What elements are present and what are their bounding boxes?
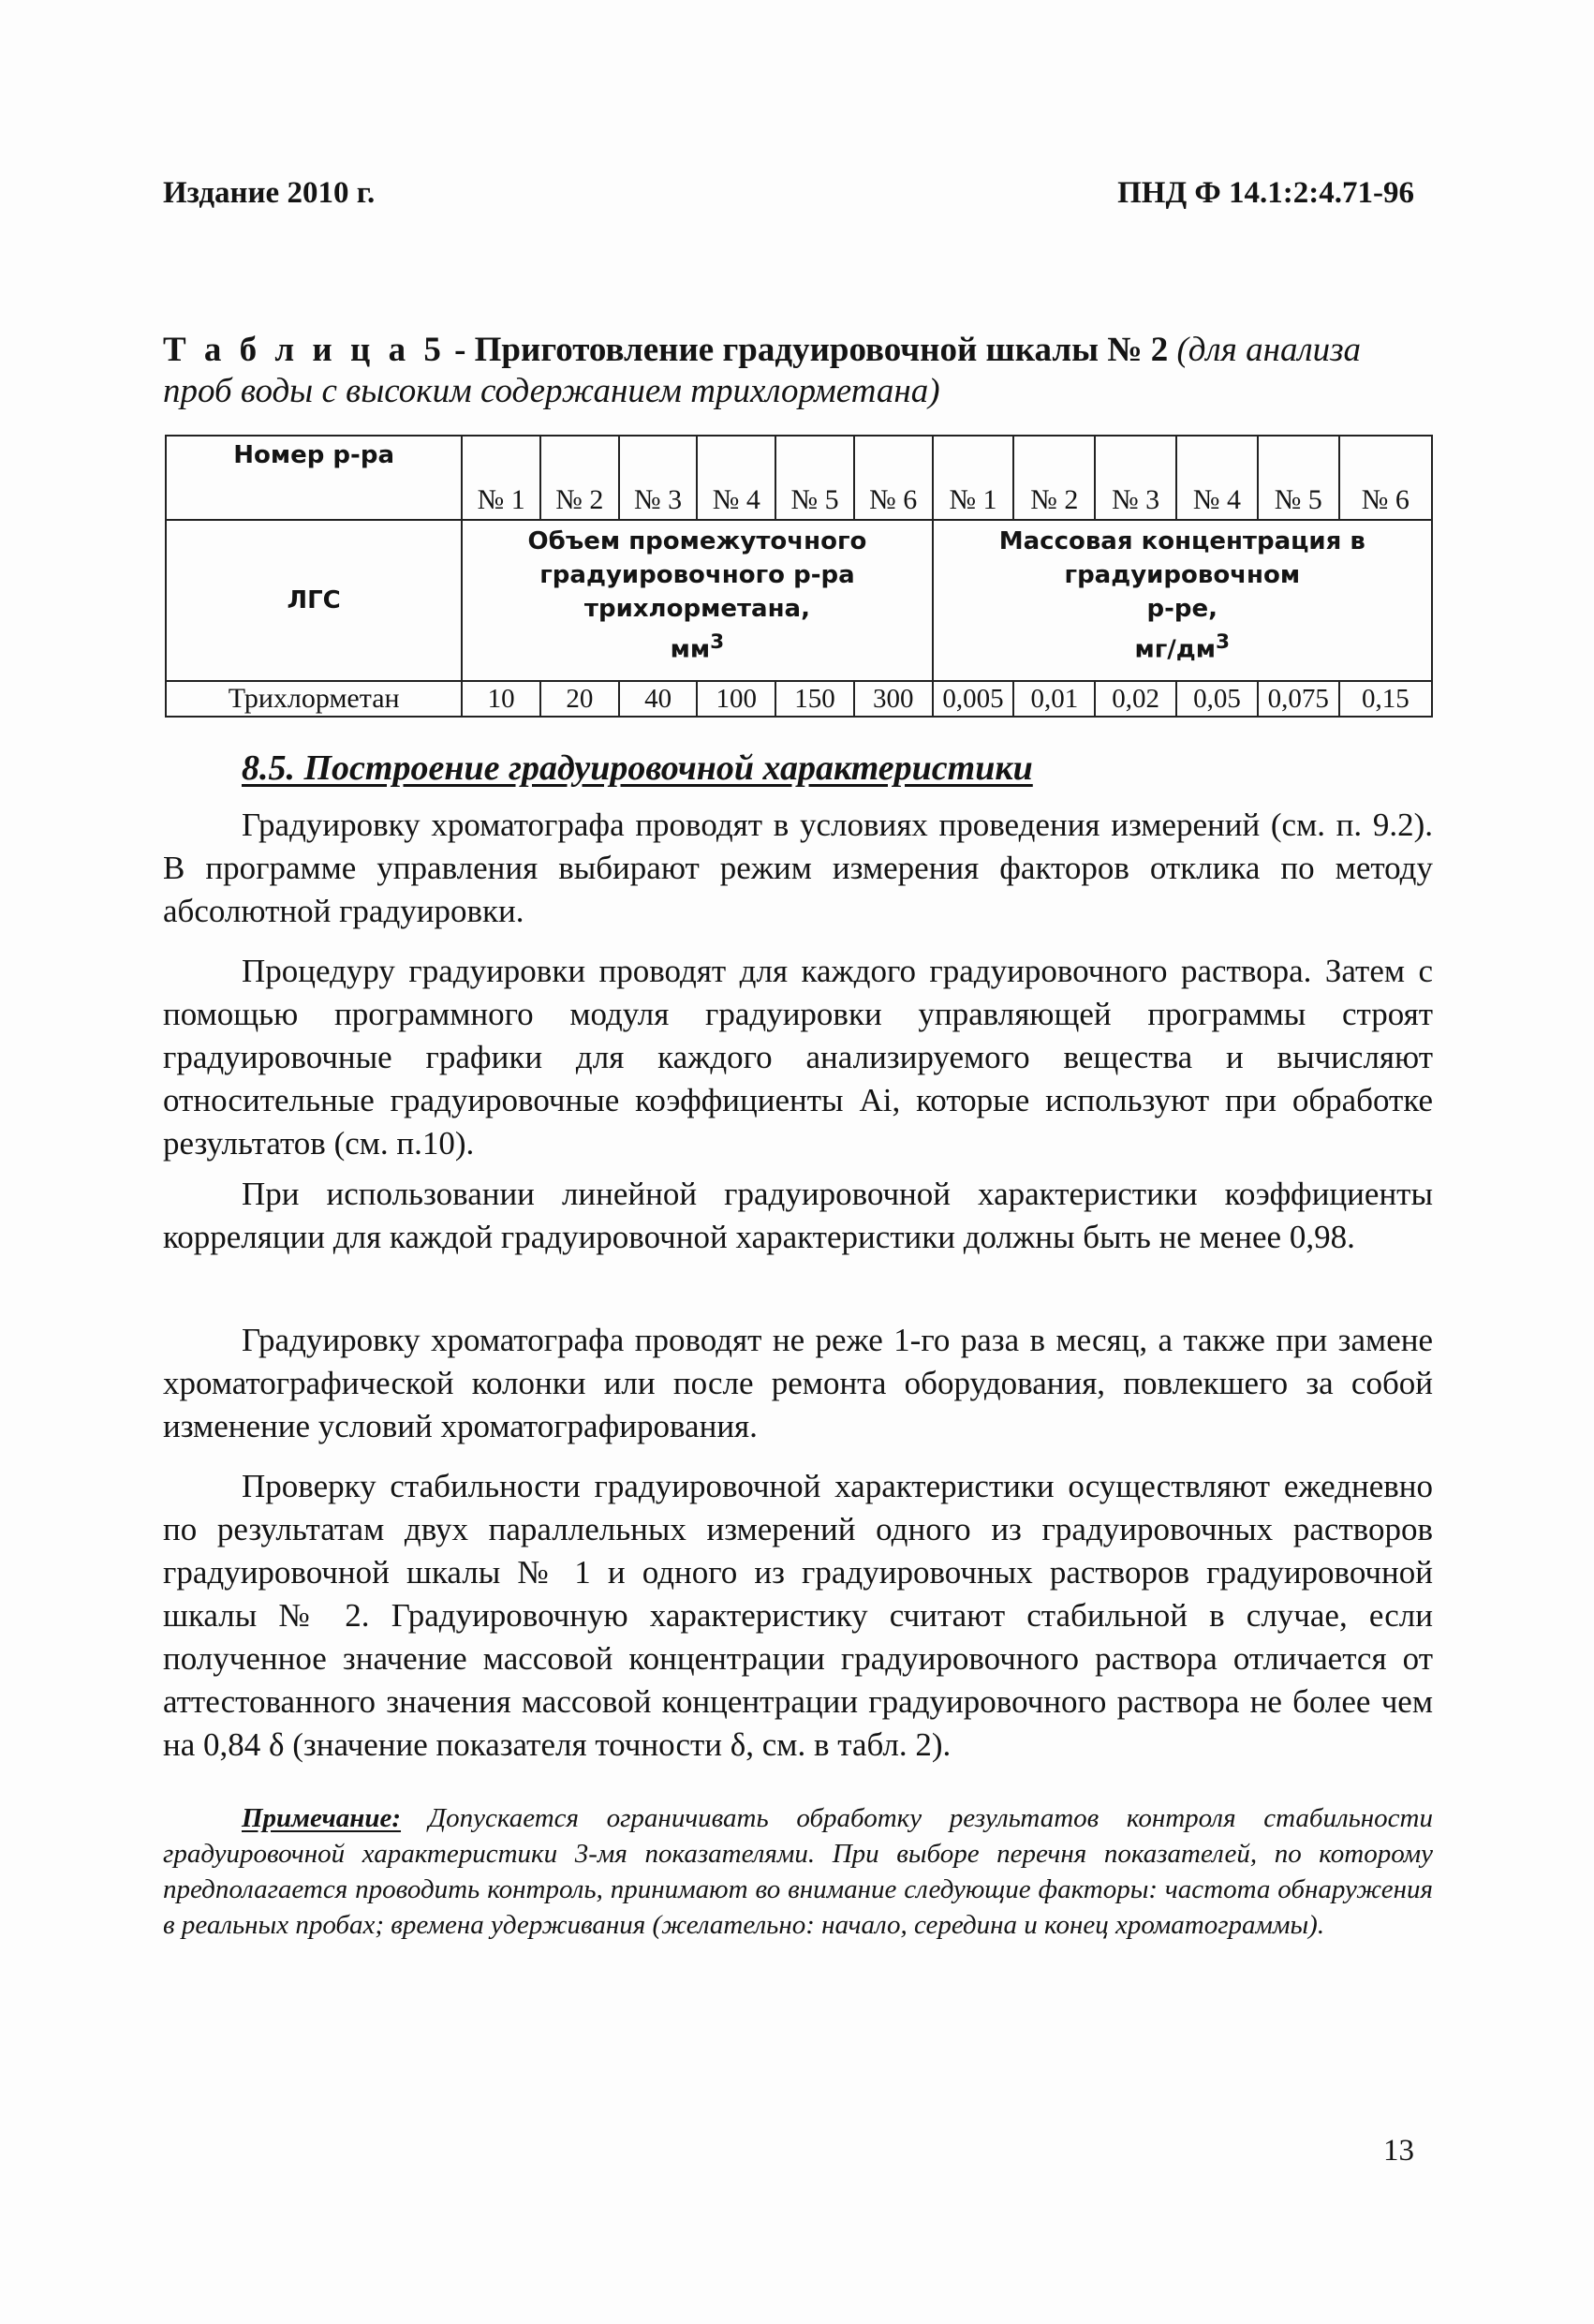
concentration-value-cell: 0,05 [1176,681,1258,717]
concentration-unit-exponent: 3 [1216,630,1231,654]
concentration-value-cell: 0,075 [1258,681,1339,717]
volume-value-cell: 20 [540,681,619,717]
volume-group-line: Объем промежуточного [527,527,867,555]
concentration-group-line: Массовая концентрация в [998,527,1365,555]
concentration-group-header [933,520,1432,681]
edition-label: Издание 2010 г. [163,176,376,210]
body-paragraph: Градуировку хроматографа проводят в условиях проведения измерений (см. п. 9.2). В программе управления выбирают режим измерения факторов отклика по методу абсолютной градуировки. [163,807,1433,929]
solution-number-cell: № 2 [1013,436,1095,520]
table-caption-lead: Т а б л и ц а 5 [163,331,446,369]
section-title: 8.5. Построение градуировочной характеристики [242,748,1033,788]
concentration-unit-text: мг/дм [1134,635,1217,664]
body-paragraph: Проверку стабильности градуировочной характеристики осуществляют ежедневно по результатам двух параллельных измерений одного из градуировочных растворов градуировочной шкалы № 1 и одного из градуировочных растворов градуировочной шкалы № 2. Градуировочную характеристику считают стабильной в случае, если полученное значение массовой концентрации градуировочного раствора отличается от аттестованного значения массовой концентрации градуировочного раствора не более чем на 0,84 δ (значение показателя точности δ, см. в табл. 2). [163,1468,1433,1763]
table-caption-subtitle: (для анализа проб воды с высоким содержанием трихлорметана) [163,331,1362,410]
volume-group-unit [465,626,929,667]
solution-number-cell: № 3 [1095,436,1176,520]
volume-value-cell: 40 [619,681,698,717]
concentration-value-cell: 0,02 [1095,681,1176,717]
table-caption-title: - Приготовление градуировочной шкалы № 2 [445,331,1177,369]
table-caption [163,330,1427,412]
solution-number-cell: № 1 [933,436,1014,520]
lgs-label: ЛГС [166,520,462,681]
note-paragraph [163,1800,1433,1943]
solution-number-cell: № 6 [854,436,933,520]
solution-number-cell: № 6 [1339,436,1432,520]
solution-number-cell: № 5 [1258,436,1339,520]
document-code: ПНД Ф 14.1:2:4.71-96 [1117,176,1414,210]
note-label: Примечание: [242,1803,402,1833]
substance-name-cell: Трихлорметан [166,681,462,717]
volume-value-cell: 300 [854,681,933,717]
table-header-row [166,436,1432,520]
volume-value-cell: 100 [697,681,775,717]
concentration-value-cell: 0,01 [1013,681,1095,717]
note-text: Допускается ограничивать обработку результатов контроля стабильности градуировочной характеристики 3-мя показателями. При выборе перечня показателей, по которому предполагается проводить контроль, принимают во внимание следующие факторы: частота обнаружения в реальных пробах; времена удерживания (желательно: начало, середина и конец хроматограммы). [163,1803,1433,1940]
table-group-row [166,520,1432,681]
table-data-row [166,681,1432,717]
row-header-label: Номер р-ра [166,436,462,520]
solution-number-cell: № 4 [1176,436,1258,520]
solution-number-cell: № 2 [540,436,619,520]
volume-unit-text: мм [670,635,711,664]
concentration-value-cell: 0,005 [933,681,1014,717]
volume-value-cell: 150 [775,681,854,717]
solution-number-cell: № 4 [697,436,775,520]
concentration-group-unit [936,626,1429,667]
volume-group-line: градуировочного р-ра [539,561,855,589]
volume-unit-exponent: 3 [710,630,725,654]
volume-value-cell: 10 [462,681,540,717]
solution-number-cell: № 3 [619,436,698,520]
concentration-group-line: р-ре, [1146,595,1218,623]
volume-group-header [462,520,932,681]
body-paragraph: При использовании линейной градуировочной характеристики коэффициенты корреляции для каждой градуировочной характеристики должны быть не менее 0,98. [163,1176,1433,1255]
concentration-value-cell: 0,15 [1339,681,1432,717]
body-paragraph: Процедуру градуировки проводят для каждого градуировочного раствора. Затем с помощью программного модуля градуировки управляющей программы строят градуировочные графики для каждого анализируемого вещества и вычисляют относительные градуировочные коэффициенты Аi, которые используют при обработке результатов (см. п.10). [163,953,1433,1162]
page-number: 13 [1383,2134,1414,2168]
solution-number-cell: № 1 [462,436,540,520]
calibration-table [165,435,1433,718]
solution-number-cell: № 5 [775,436,854,520]
concentration-group-line: градуировочном [1064,561,1301,589]
volume-group-line: трихлорметана, [583,595,810,623]
body-paragraph: Градуировку хроматографа проводят не реже 1-го раза в месяц, а также при замене хроматографической колонки или после ремонта оборудования, повлекшего за собой изменение условий хроматографирования. [163,1322,1433,1444]
